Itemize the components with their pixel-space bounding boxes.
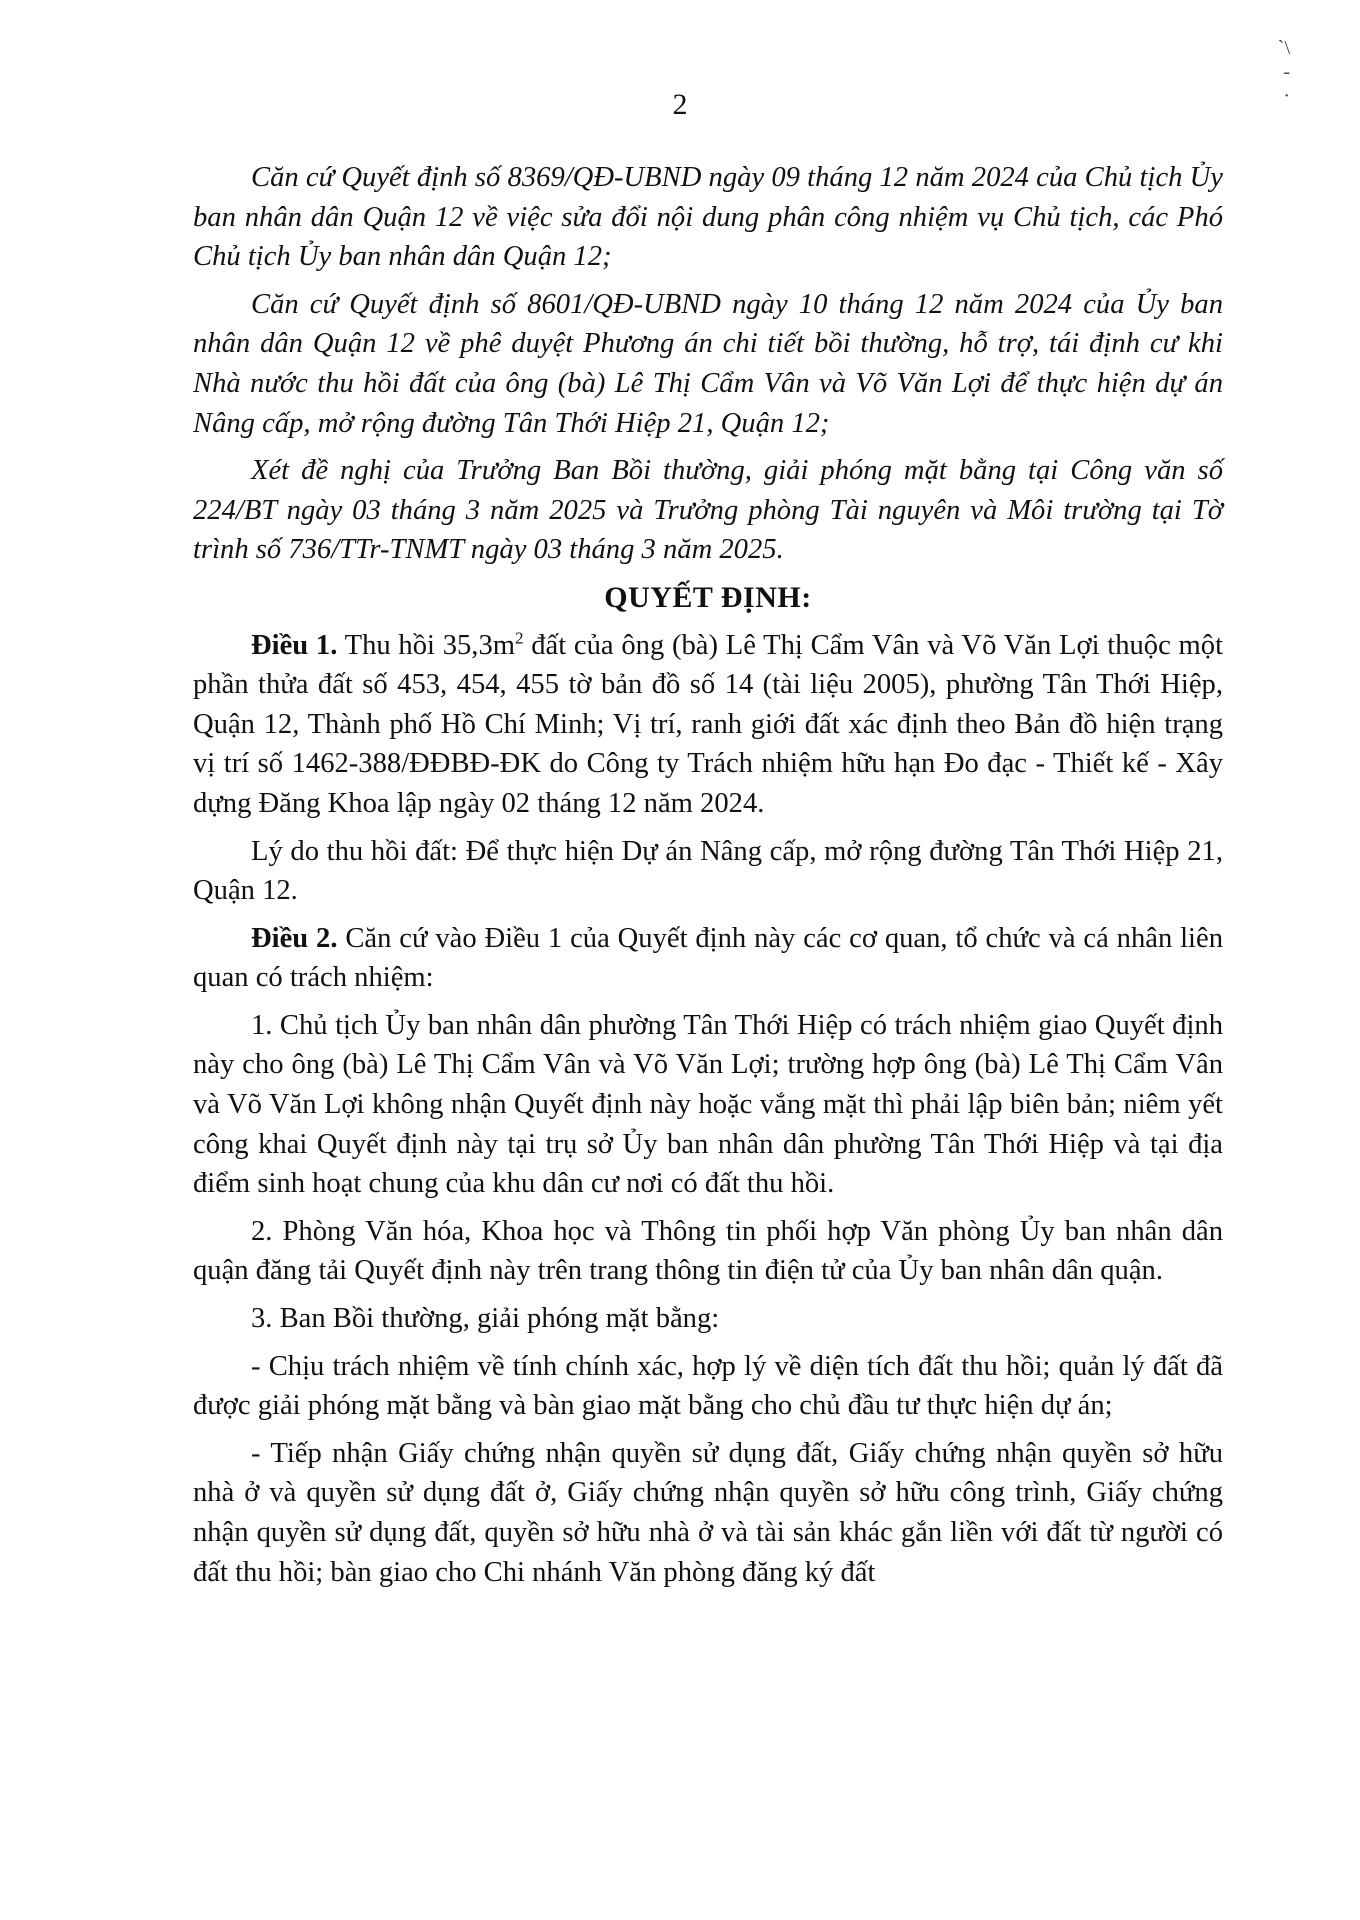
article-2-label: Điều 2.: [251, 922, 338, 954]
page-number: 2: [672, 88, 688, 121]
article-2-item: - Tiếp nhận Giấy chứng nhận quyền sử dụng đất, Giấy chứng nhận quyền sở hữu nhà ở và quyền sử dụng đất ở, Giấy chứng nhận quyền sở hữu công trình, Giấy chứng nhận quyền sử dụng đất, quyền sở hữu nhà ở và tài sản khác gắn liền với đất từ người có đất thu hồi; bàn giao cho Chi nhánh Văn phòng đăng ký đất: [193, 1437, 1223, 1588]
article-2-paragraph: [193, 919, 1223, 998]
scan-mark: -: [1283, 61, 1290, 83]
preamble-paragraph: Căn cứ Quyết định số 8601/QĐ-UBND ngày 10 tháng 12 năm 2024 của Ủy ban nhân dân Quận 12 về phê duyệt Phương án chi tiết bồi thường, hỗ trợ, tái định cư khi Nhà nước thu hồi đất của ông (bà) Lê Thị Cẩm Vân và Võ Văn Lợi để thực hiện dự án Nâng cấp, mở rộng đường Tân Thới Hiệp 21, Quận 12;: [193, 288, 1223, 439]
superscript: 2: [515, 628, 524, 647]
article-1-text: Thu hồi 35,3m: [337, 629, 515, 661]
decision-heading: QUYẾT ĐỊNH:: [604, 580, 812, 614]
scan-mark: `\: [1277, 37, 1290, 59]
article-1-text-cont: đất của ông (bà) Lê Thị Cẩm Vân và Võ Văn Lợi thuộc một phần thửa đất số 453, 454, 455 tờ bản đồ số 14 (tài liệu 2005), phường Tân Thới Hiệp, Quận 12, Thành phố Hồ Chí Minh; Vị trí, ranh giới đất xác định theo Bản đồ hiện trạng vị trí số 1462-388/ĐĐBĐ-ĐK do Công ty Trách nhiệm hữu hạn Đo đạc - Thiết kế - Xây dựng Đăng Khoa lập ngày 02 tháng 12 năm 2024.: [193, 629, 1224, 819]
article-2-text: Căn cứ vào Điều 1 của Quyết định này các cơ quan, tổ chức và cá nhân liên quan có trách nhiệm:: [193, 922, 1223, 994]
preamble-paragraph: Căn cứ Quyết định số 8369/QĐ-UBND ngày 09 tháng 12 năm 2024 của Chủ tịch Ủy ban nhân dân Quận 12 về việc sửa đổi nội dung phân công nhiệm vụ Chủ tịch, các Phó Chủ tịch Ủy ban nhân dân Quận 12;: [193, 162, 1223, 273]
article-2-item: 1. Chủ tịch Ủy ban nhân dân phường Tân Thới Hiệp có trách nhiệm giao Quyết định này cho ông (bà) Lê Thị Cẩm Vân và Võ Văn Lợi; trường hợp ông (bà) Lê Thị Cẩm Vân và Võ Văn Lợi không nhận Quyết định này hoặc vắng mặt thì phải lập biên bản; niêm yết công khai Quyết định này tại trụ sở Ủy ban nhân dân phường Tân Thới Hiệp và tại địa điểm sinh hoạt chung của khu dân cư nơi có đất thu hồi.: [193, 1009, 1223, 1200]
article-2-item: - Chịu trách nhiệm về tính chính xác, hợp lý về diện tích đất thu hồi; quản lý đất đã được giải phóng mặt bằng và bàn giao mặt bằng cho chủ đầu tư thực hiện dự án;: [193, 1350, 1223, 1422]
article-2-item: 2. Phòng Văn hóa, Khoa học và Thông tin phối hợp Văn phòng Ủy ban nhân dân quận đăng tải Quyết định này trên trang thông tin điện tử của Ủy ban nhân dân quận.: [193, 1215, 1223, 1287]
preamble-paragraph: Xét đề nghị của Trưởng Ban Bồi thường, giải phóng mặt bằng tại Công văn số 224/BT ngày 03 tháng 3 năm 2025 và Trưởng phòng Tài nguyên và Môi trường tại Tờ trình số 736/TTr-TNMT ngày 03 tháng 3 năm 2025.: [193, 455, 1223, 566]
article-1-label: Điều 1.: [251, 629, 338, 661]
scan-mark: ·: [1283, 85, 1290, 107]
article-1-paragraph: [193, 626, 1223, 824]
article-1-reason: Lý do thu hồi đất: Để thực hiện Dự án Nâng cấp, mở rộng đường Tân Thới Hiệp 21, Quận 12.: [193, 835, 1223, 907]
article-2-item: 3. Ban Bồi thường, giải phóng mặt bằng:: [251, 1303, 720, 1335]
document-body: [193, 158, 1223, 1600]
